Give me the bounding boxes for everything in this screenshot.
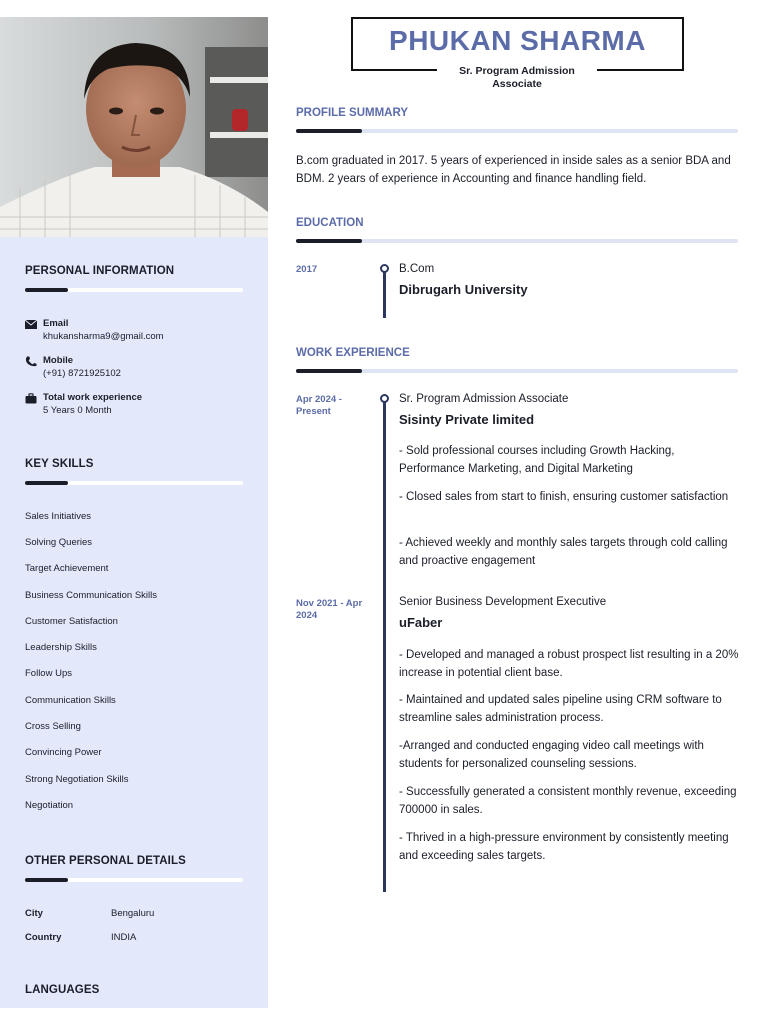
section-divider [25, 481, 243, 485]
skill-item: Strong Negotiation Skills [25, 774, 129, 785]
briefcase-icon [25, 393, 37, 404]
skill-item: Leadership Skills [25, 642, 97, 653]
job-date: Apr 2024 - Present [296, 394, 342, 417]
country-value: INDIA [111, 932, 137, 943]
job-title: Sr. Program Admission Associate [459, 65, 575, 90]
key-skills-section [25, 458, 243, 485]
timeline-dot [380, 264, 389, 273]
country-label: Country [25, 932, 62, 943]
phone-icon [25, 356, 37, 367]
skill-item: Communication Skills [25, 695, 116, 706]
job-bullet: - Closed sales from start to finish, ensuring customer satisfaction [399, 491, 729, 503]
job-bullet: - Developed and managed a robust prospect list resulting in a 20% increase in potential client base. [399, 649, 739, 679]
other-details-section [25, 855, 243, 882]
envelope-icon [25, 319, 37, 330]
skill-item: Cross Selling [25, 721, 81, 732]
mobile-contact [25, 355, 245, 381]
job-bullet: - Maintained and updated sales pipeline using CRM software to streamline sales administration process. [399, 694, 722, 724]
languages-section [25, 984, 243, 996]
experience-label: Total work experience [43, 392, 143, 403]
key-skills-heading: KEY SKILLS [25, 458, 94, 470]
personal-information-section [25, 265, 243, 292]
section-divider [25, 878, 243, 882]
work-experience-heading: WORK EXPERIENCE [296, 347, 410, 359]
skill-item: Solving Queries [25, 537, 93, 548]
mobile-value[interactable]: (+91) 8721925102 [43, 368, 121, 379]
education-year: 2017 [296, 264, 318, 275]
city-label: City [25, 908, 43, 919]
timeline-line [383, 398, 386, 892]
skill-item: Convincing Power [25, 747, 102, 758]
timeline-line [383, 268, 386, 318]
timeline-dot [380, 394, 389, 403]
job-role: Sr. Program Admission Associate [399, 393, 569, 405]
job-bullet: - Thrived in a high-pressure environment by consistently meeting and exceeding sales targets. [399, 832, 729, 862]
education-degree: B.Com [399, 263, 435, 275]
mobile-label: Mobile [43, 355, 74, 366]
experience-contact [25, 392, 245, 418]
profile-photo [0, 17, 268, 237]
job-date: Nov 2021 - Apr 2024 [296, 598, 363, 621]
job-bullet: - Achieved weekly and monthly sales targets through cold calling and proactive engagement [399, 537, 728, 567]
email-label: Email [43, 318, 69, 329]
job-company: Sisinty Private limited [399, 412, 535, 427]
personal-information-heading: PERSONAL INFORMATION [25, 265, 175, 277]
job-bullet: -Arranged and conducted engaging video call meetings with students for personalized counseling sessions. [399, 740, 704, 770]
profile-summary-heading: PROFILE SUMMARY [296, 107, 409, 119]
skill-item: Negotiation [25, 800, 74, 811]
candidate-name: PHUKAN SHARMA [389, 25, 646, 56]
section-divider [296, 239, 738, 243]
languages-heading: LANGUAGES [25, 984, 100, 996]
education-heading: EDUCATION [296, 217, 364, 229]
profile-summary-text: B.com graduated in 2017. 5 years of experienced in inside sales as a senior BDA and BDM. 2 years of experience in Accounting and finance handling field. [296, 155, 731, 185]
section-divider [296, 369, 738, 373]
job-bullet: - Sold professional courses including Growth Hacking, Performance Marketing, and Digital Marketing [399, 445, 675, 475]
job-company: uFaber [399, 615, 443, 630]
skill-item: Target Achievement [25, 563, 109, 574]
job-role: Senior Business Development Executive [399, 596, 607, 608]
other-details-heading: OTHER PERSONAL DETAILS [25, 855, 186, 867]
skill-item: Sales Initiatives [25, 511, 92, 522]
city-value: Bengaluru [111, 908, 155, 919]
job-bullet: - Successfully generated a consistent monthly revenue, exceeding 700000 in sales. [399, 786, 737, 816]
skill-item: Business Communication Skills [25, 590, 157, 601]
skill-item: Customer Satisfaction [25, 616, 118, 627]
skill-item: Follow Ups [25, 668, 72, 679]
sidebar [0, 17, 268, 1008]
section-divider [296, 129, 738, 133]
email-value[interactable]: khukansharma9@gmail.com [43, 331, 164, 342]
education-school: Dibrugarh University [399, 282, 528, 297]
section-divider [25, 288, 243, 292]
email-contact [25, 318, 245, 344]
experience-value: 5 Years 0 Month [43, 405, 112, 416]
